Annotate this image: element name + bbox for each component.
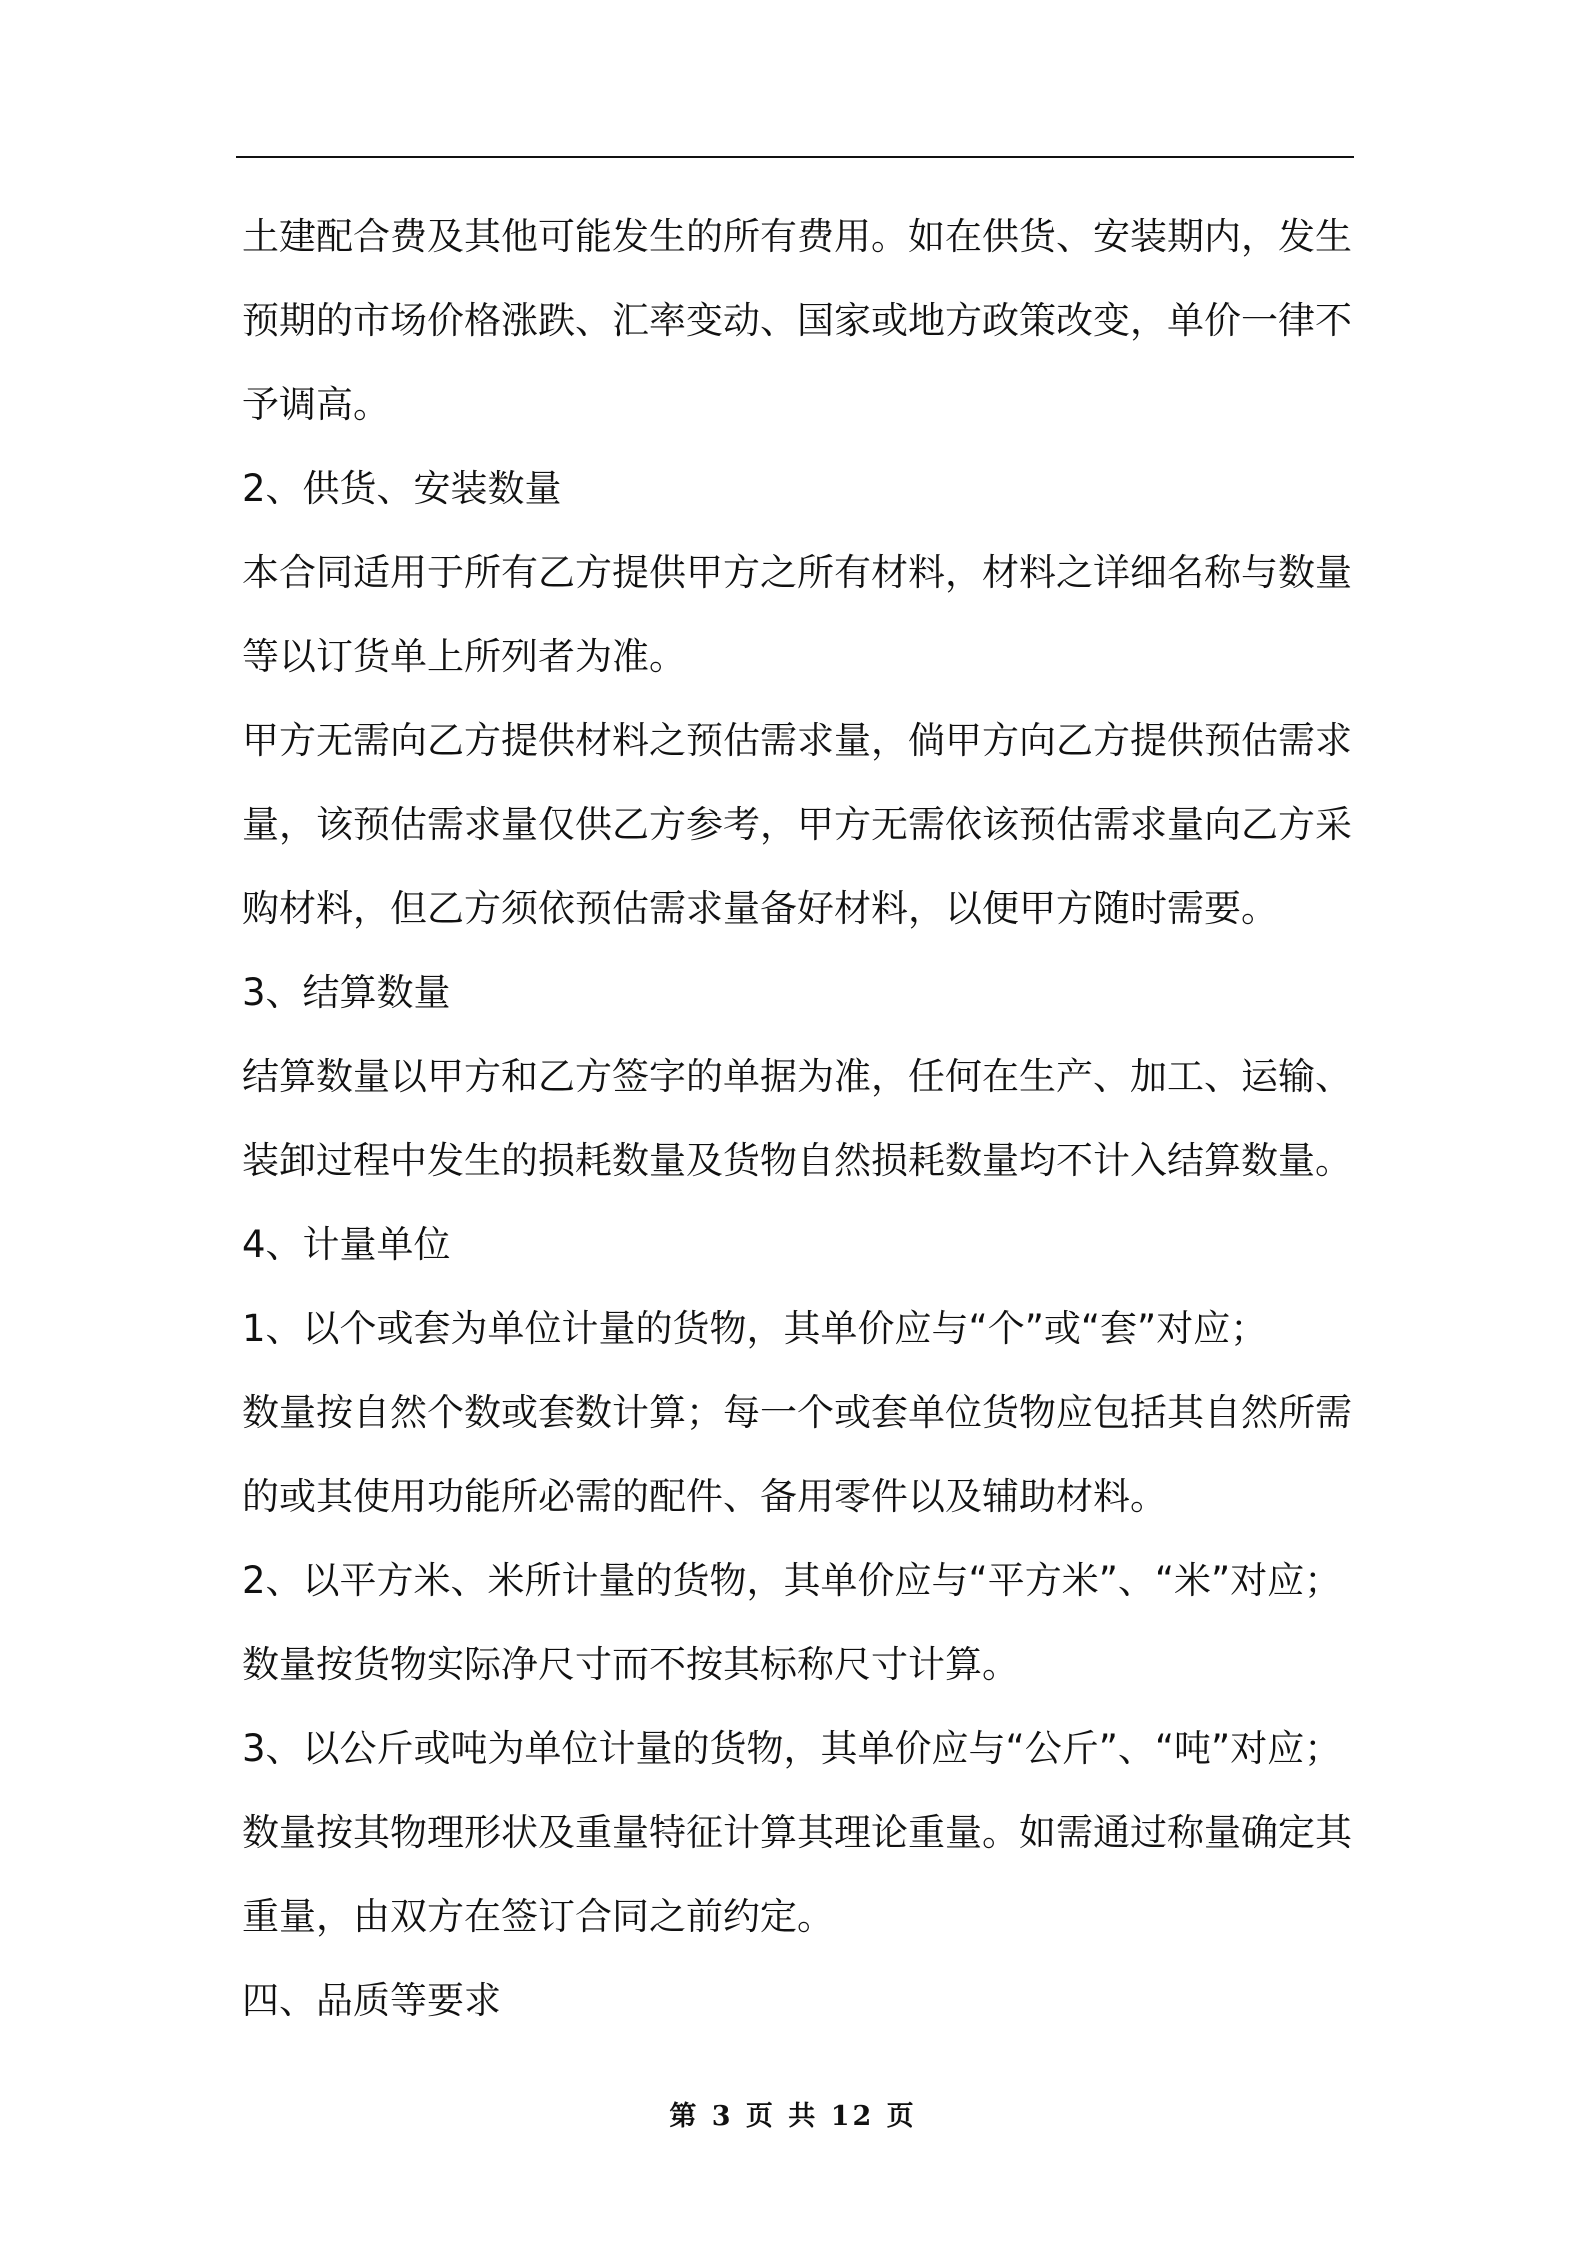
text-line: 等以订货单上所列者为准。 xyxy=(242,635,686,678)
body-text xyxy=(242,195,1372,2043)
text-line: 结算数量以甲方和乙方签字的单据为准，任何在生产、加工、运输、 xyxy=(242,1055,1352,1098)
section-heading: 4、计量单位 xyxy=(242,1223,451,1266)
text-line: 的或其使用功能所必需的配件、备用零件以及辅助材料。 xyxy=(242,1475,1167,1518)
section-heading: 四、品质等要求 xyxy=(242,1979,501,2022)
page-number-footer: 第 3 页 共 12 页 xyxy=(669,2101,917,2132)
text-line: 1、以个或套为单位计量的货物，其单价应与“个”或“套”对应； xyxy=(242,1307,1268,1350)
text-line: 装卸过程中发生的损耗数量及货物自然损耗数量均不计入结算数量。 xyxy=(242,1139,1352,1182)
text-line: 预期的市场价格涨跌、汇率变动、国家或地方政策改变，单价一律不 xyxy=(242,299,1352,342)
text-line: 数量按自然个数或套数计算；每一个或套单位货物应包括其自然所需 xyxy=(242,1391,1352,1434)
text-line: 2、以平方米、米所计量的货物，其单价应与“平方米”、“米”对应； xyxy=(242,1559,1342,1602)
text-line: 予调高。 xyxy=(242,383,390,426)
text-line: 数量按其物理形状及重量特征计算其理论重量。如需通过称量确定其 xyxy=(242,1811,1352,1854)
text-line: 土建配合费及其他可能发生的所有费用。如在供货、安装期内，发生 xyxy=(242,215,1352,258)
text-line: 本合同适用于所有乙方提供甲方之所有材料，材料之详细名称与数量 xyxy=(242,551,1352,594)
text-line: 重量，由双方在签订合同之前约定。 xyxy=(242,1895,834,1938)
text-line: 3、以公斤或吨为单位计量的货物，其单价应与“公斤”、“吨”对应； xyxy=(242,1727,1342,1770)
section-heading: 2、供货、安装数量 xyxy=(242,467,562,510)
text-line: 数量按货物实际净尺寸而不按其标称尺寸计算。 xyxy=(242,1643,1019,1686)
section-heading: 3、结算数量 xyxy=(242,971,451,1014)
header-rule xyxy=(236,156,1354,158)
text-line: 量，该预估需求量仅供乙方参考，甲方无需依该预估需求量向乙方采 xyxy=(242,803,1352,846)
text-line: 购材料，但乙方须依预估需求量备好材料，以便甲方随时需要。 xyxy=(242,887,1278,930)
text-line: 甲方无需向乙方提供材料之预估需求量，倘甲方向乙方提供预估需求 xyxy=(242,719,1352,762)
